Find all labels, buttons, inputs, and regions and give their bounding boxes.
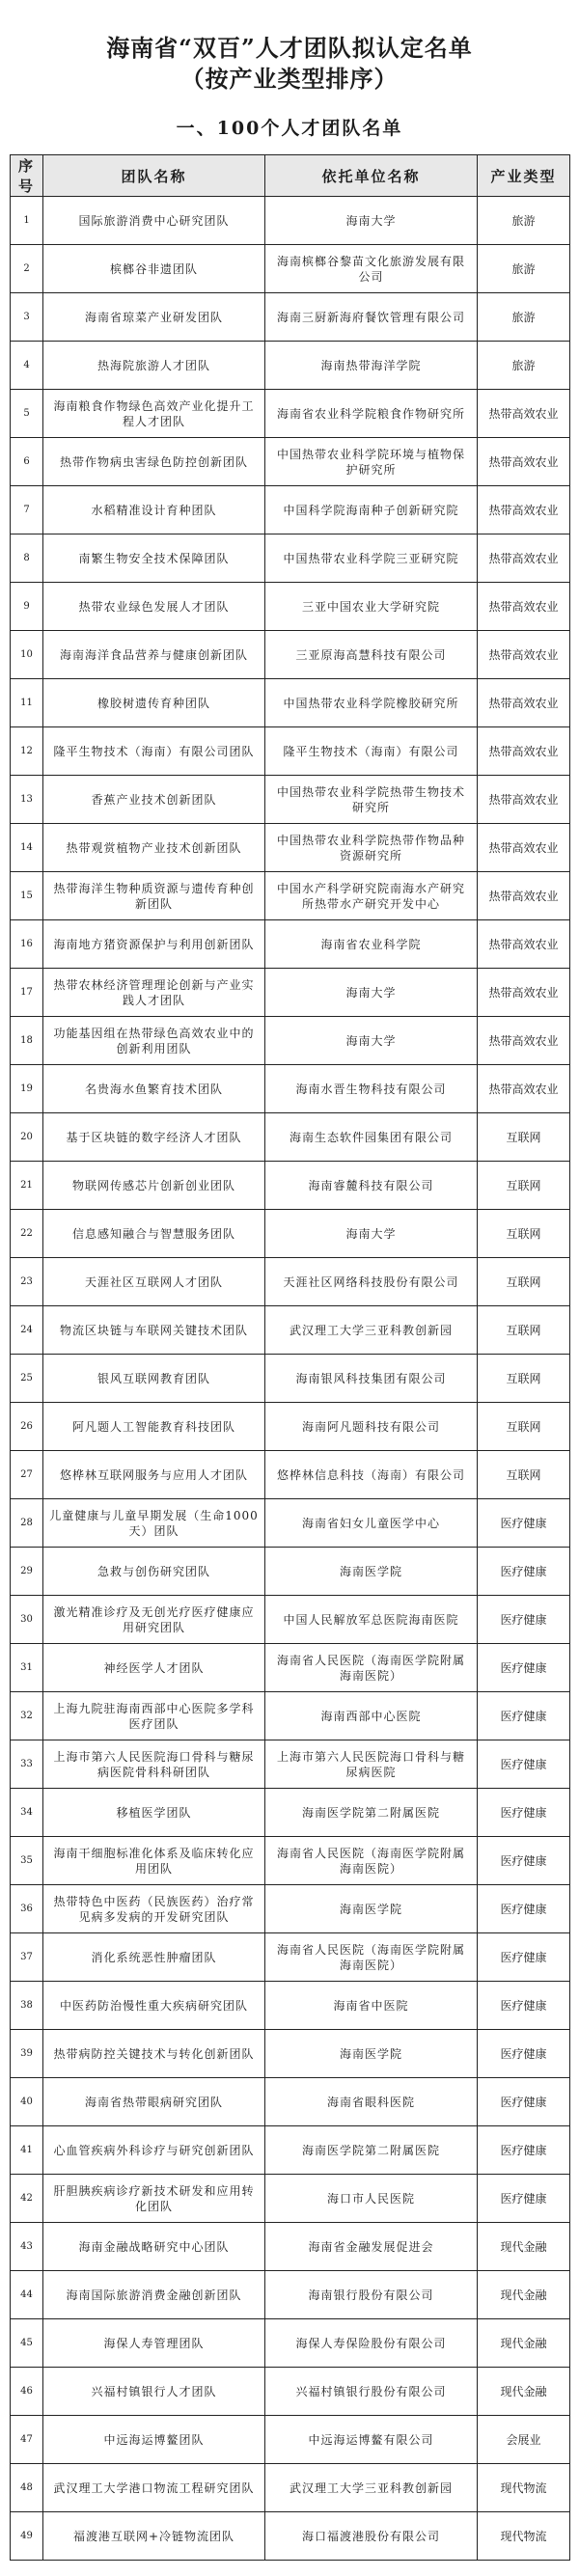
team-name-cell: 海南省琼菜产业研发团队 <box>43 293 265 342</box>
table-row <box>11 920 570 969</box>
host-unit-cell: 海南医学院 <box>265 1548 478 1596</box>
row-number: 31 <box>11 1644 43 1692</box>
table-row <box>11 1113 570 1162</box>
team-name-cell: 热带观赏植物产业技术创新团队 <box>43 824 265 872</box>
row-number: 28 <box>11 1499 43 1548</box>
row-number: 30 <box>11 1596 43 1644</box>
host-unit-cell: 上海市第六人民医院海口骨科与糖尿病医院 <box>265 1740 478 1789</box>
document-subtitle: （按产业类型排序） <box>180 65 399 93</box>
table-row <box>11 2126 570 2175</box>
row-number: 48 <box>11 2464 43 2512</box>
row-number: 39 <box>11 2030 43 2078</box>
host-unit-cell: 海南省金融发展促进会 <box>265 2223 478 2271</box>
row-number: 21 <box>11 1162 43 1210</box>
header-num: 序号 <box>11 155 43 197</box>
table-row <box>11 1162 570 1210</box>
table-row <box>11 1451 570 1499</box>
row-number: 13 <box>11 776 43 824</box>
table-row <box>11 486 570 534</box>
team-name-cell: 银风互联网教育团队 <box>43 1355 265 1403</box>
industry-type-cell: 热带高效农业 <box>478 534 570 583</box>
row-number: 42 <box>11 2175 43 2223</box>
host-unit-cell: 海南槟榔谷黎苗文化旅游发展有限公司 <box>265 245 478 293</box>
talent-team-table <box>10 154 570 2561</box>
table-row <box>11 824 570 872</box>
industry-type-cell: 医疗健康 <box>478 1644 570 1692</box>
row-number: 20 <box>11 1113 43 1162</box>
table-row <box>11 2223 570 2271</box>
table-row <box>11 2416 570 2464</box>
table-row <box>11 583 570 631</box>
table-row <box>11 2030 570 2078</box>
team-name-cell: 热海院旅游人才团队 <box>43 342 265 390</box>
team-name-cell: 热带海洋生物种质资源与遗传育种创新团队 <box>43 872 265 920</box>
table-row <box>11 1210 570 1258</box>
team-name-cell: 海南粮食作物绿色高效产业化提升工程人才团队 <box>43 390 265 438</box>
industry-type-cell: 热带高效农业 <box>478 776 570 824</box>
industry-type-cell: 医疗健康 <box>478 2078 570 2126</box>
industry-type-cell: 热带高效农业 <box>478 920 570 969</box>
row-number: 5 <box>11 390 43 438</box>
team-name-cell: 海南地方猪资源保护与利用创新团队 <box>43 920 265 969</box>
industry-type-cell: 互联网 <box>478 1451 570 1499</box>
table-row <box>11 969 570 1017</box>
host-unit-cell: 武汉理工大学三亚科教创新园 <box>265 2464 478 2512</box>
row-number: 35 <box>11 1837 43 1885</box>
section-title: 一、100个人才团队名单 <box>176 118 403 139</box>
team-name-cell: 槟榔谷非遗团队 <box>43 245 265 293</box>
team-name-cell: 中远海运博鳌团队 <box>43 2416 265 2464</box>
industry-type-cell: 互联网 <box>478 1210 570 1258</box>
team-name-cell: 兴福村镇银行人才团队 <box>43 2368 265 2416</box>
table-row <box>11 1740 570 1789</box>
team-name-cell: 隆平生物技术（海南）有限公司团队 <box>43 727 265 776</box>
team-name-cell: 南繁生物安全技术保障团队 <box>43 534 265 583</box>
row-number: 6 <box>11 438 43 486</box>
table-header <box>11 155 570 197</box>
host-unit-cell: 海南热带海洋学院 <box>265 342 478 390</box>
document-title: 海南省“双百”人才团队拟认定名单 <box>106 34 473 62</box>
row-number: 40 <box>11 2078 43 2126</box>
row-number: 17 <box>11 969 43 1017</box>
table-row <box>11 1644 570 1692</box>
row-number: 12 <box>11 727 43 776</box>
host-unit-cell: 悠桦林信息科技（海南）有限公司 <box>265 1451 478 1499</box>
table-row <box>11 1017 570 1065</box>
industry-type-cell: 会展业 <box>478 2416 570 2464</box>
row-number: 25 <box>11 1355 43 1403</box>
table-row <box>11 390 570 438</box>
table-row <box>11 1355 570 1403</box>
row-number: 49 <box>11 2512 43 2561</box>
table-row <box>11 1065 570 1113</box>
header-team: 团队名称 <box>43 155 265 197</box>
table-row <box>11 245 570 293</box>
industry-type-cell: 互联网 <box>478 1306 570 1355</box>
table-row <box>11 1403 570 1451</box>
row-number: 19 <box>11 1065 43 1113</box>
row-number: 11 <box>11 679 43 727</box>
row-number: 18 <box>11 1017 43 1065</box>
host-unit-cell: 三亚原海高慧科技有限公司 <box>265 631 478 679</box>
row-number: 34 <box>11 1789 43 1837</box>
row-number: 16 <box>11 920 43 969</box>
industry-type-cell: 医疗健康 <box>478 1982 570 2030</box>
table-row <box>11 2175 570 2223</box>
industry-type-cell: 现代金融 <box>478 2319 570 2368</box>
host-unit-cell: 中国水产科学研究院南海水产研究所热带水产研究开发中心 <box>265 872 478 920</box>
table-row <box>11 872 570 920</box>
industry-type-cell: 医疗健康 <box>478 1499 570 1548</box>
team-name-cell: 热带农林经济管理理论创新与产业实践人才团队 <box>43 969 265 1017</box>
table-body <box>11 197 570 2561</box>
team-name-cell: 信息感知融合与智慧服务团队 <box>43 1210 265 1258</box>
team-name-cell: 消化系统恶性肿瘤团队 <box>43 1933 265 1982</box>
table-row <box>11 679 570 727</box>
table-row <box>11 1596 570 1644</box>
team-name-cell: 激光精准诊疗及无创光疗医疗健康应用研究团队 <box>43 1596 265 1644</box>
team-name-cell: 水稻精准设计育种团队 <box>43 486 265 534</box>
host-unit-cell: 海南省人民医院（海南医学院附属海南医院） <box>265 1837 478 1885</box>
host-unit-cell: 三亚中国农业大学研究院 <box>265 583 478 631</box>
team-name-cell: 儿童健康与儿童早期发展（生命1000天）团队 <box>43 1499 265 1548</box>
team-name-cell: 肝胆胰疾病诊疗新技术研发和应用转化团队 <box>43 2175 265 2223</box>
host-unit-cell: 海南大学 <box>265 197 478 245</box>
team-name-cell: 急救与创伤研究团队 <box>43 1548 265 1596</box>
host-unit-cell: 海口福渡港股份有限公司 <box>265 2512 478 2561</box>
team-name-cell: 橡胶树遗传育种团队 <box>43 679 265 727</box>
host-unit-cell: 海南阿凡题科技有限公司 <box>265 1403 478 1451</box>
industry-type-cell: 医疗健康 <box>478 1933 570 1982</box>
row-number: 32 <box>11 1692 43 1740</box>
industry-type-cell: 现代金融 <box>478 2368 570 2416</box>
table-row <box>11 1692 570 1740</box>
host-unit-cell: 海南省人民医院（海南医学院附属海南医院） <box>265 1933 478 1982</box>
table-row <box>11 197 570 245</box>
team-name-cell: 名贵海水鱼繁育技术团队 <box>43 1065 265 1113</box>
row-number: 4 <box>11 342 43 390</box>
row-number: 24 <box>11 1306 43 1355</box>
host-unit-cell: 中国热带农业科学院热带作物品种资源研究所 <box>265 824 478 872</box>
host-unit-cell: 海南医学院 <box>265 1885 478 1933</box>
industry-type-cell: 热带高效农业 <box>478 1017 570 1065</box>
host-unit-cell: 海南三厨新海府餐饮管理有限公司 <box>265 293 478 342</box>
table-row <box>11 631 570 679</box>
table-row <box>11 2271 570 2319</box>
table-row <box>11 1306 570 1355</box>
host-unit-cell: 海南省眼科医院 <box>265 2078 478 2126</box>
industry-type-cell: 旅游 <box>478 245 570 293</box>
industry-type-cell: 旅游 <box>478 342 570 390</box>
industry-type-cell: 热带高效农业 <box>478 631 570 679</box>
row-number: 3 <box>11 293 43 342</box>
table-row <box>11 1789 570 1837</box>
host-unit-cell: 海南省农业科学院粮食作物研究所 <box>265 390 478 438</box>
team-name-cell: 基于区块链的数字经济人才团队 <box>43 1113 265 1162</box>
table-row <box>11 1885 570 1933</box>
team-name-cell: 物联网传感芯片创新创业团队 <box>43 1162 265 1210</box>
table-row <box>11 2319 570 2368</box>
table-row <box>11 2078 570 2126</box>
team-name-cell: 心血管疾病外科诊疗与研究创新团队 <box>43 2126 265 2175</box>
host-unit-cell: 中远海运博鳌有限公司 <box>265 2416 478 2464</box>
row-number: 37 <box>11 1933 43 1982</box>
team-name-cell: 悠桦林互联网服务与应用人才团队 <box>43 1451 265 1499</box>
row-number: 7 <box>11 486 43 534</box>
table-row <box>11 1982 570 2030</box>
host-unit-cell: 海南生态软件园集团有限公司 <box>265 1113 478 1162</box>
row-number: 38 <box>11 1982 43 2030</box>
industry-type-cell: 医疗健康 <box>478 2126 570 2175</box>
team-name-cell: 阿凡题人工智能教育科技团队 <box>43 1403 265 1451</box>
team-name-cell: 神经医学人才团队 <box>43 1644 265 1692</box>
industry-type-cell: 热带高效农业 <box>478 969 570 1017</box>
host-unit-cell: 天涯社区网络科技股份有限公司 <box>265 1258 478 1306</box>
industry-type-cell: 医疗健康 <box>478 1548 570 1596</box>
header-row <box>11 155 570 197</box>
host-unit-cell: 海南睿麓科技有限公司 <box>265 1162 478 1210</box>
team-name-cell: 移植医学团队 <box>43 1789 265 1837</box>
team-name-cell: 热带农业绿色发展人才团队 <box>43 583 265 631</box>
row-number: 41 <box>11 2126 43 2175</box>
host-unit-cell: 海南省农业科学院 <box>265 920 478 969</box>
table-row <box>11 1548 570 1596</box>
industry-type-cell: 热带高效农业 <box>478 390 570 438</box>
team-name-cell: 功能基因组在热带绿色高效农业中的创新利用团队 <box>43 1017 265 1065</box>
row-number: 8 <box>11 534 43 583</box>
host-unit-cell: 隆平生物技术（海南）有限公司 <box>265 727 478 776</box>
team-name-cell: 武汉理工大学港口物流工程研究团队 <box>43 2464 265 2512</box>
row-number: 36 <box>11 1885 43 1933</box>
industry-type-cell: 热带高效农业 <box>478 438 570 486</box>
header-industry: 产业类型 <box>478 155 570 197</box>
industry-type-cell: 热带高效农业 <box>478 679 570 727</box>
industry-type-cell: 医疗健康 <box>478 1596 570 1644</box>
row-number: 27 <box>11 1451 43 1499</box>
industry-type-cell: 医疗健康 <box>478 1885 570 1933</box>
row-number: 46 <box>11 2368 43 2416</box>
table-row <box>11 1258 570 1306</box>
host-unit-cell: 海南水晋生物科技有限公司 <box>265 1065 478 1113</box>
industry-type-cell: 热带高效农业 <box>478 727 570 776</box>
host-unit-cell: 海南医学院 <box>265 2030 478 2078</box>
row-number: 44 <box>11 2271 43 2319</box>
table-row <box>11 1933 570 1982</box>
industry-type-cell: 互联网 <box>478 1258 570 1306</box>
team-name-cell: 海保人寿管理团队 <box>43 2319 265 2368</box>
host-unit-cell: 海南大学 <box>265 1017 478 1065</box>
team-name-cell: 热带作物病虫害绿色防控创新团队 <box>43 438 265 486</box>
table-row <box>11 776 570 824</box>
row-number: 26 <box>11 1403 43 1451</box>
row-number: 14 <box>11 824 43 872</box>
host-unit-cell: 中国热带农业科学院环境与植物保护研究所 <box>265 438 478 486</box>
table-row <box>11 1499 570 1548</box>
team-name-cell: 海南海洋食品营养与健康创新团队 <box>43 631 265 679</box>
table-row <box>11 293 570 342</box>
row-number: 1 <box>11 197 43 245</box>
host-unit-cell: 海南西部中心医院 <box>265 1692 478 1740</box>
team-name-cell: 香蕉产业技术创新团队 <box>43 776 265 824</box>
row-number: 29 <box>11 1548 43 1596</box>
host-unit-cell: 海保人寿保险股份有限公司 <box>265 2319 478 2368</box>
host-unit-cell: 中国人民解放军总医院海南医院 <box>265 1596 478 1644</box>
row-number: 2 <box>11 245 43 293</box>
industry-type-cell: 医疗健康 <box>478 1837 570 1885</box>
team-name-cell: 海南金融战略研究中心团队 <box>43 2223 265 2271</box>
host-unit-cell: 兴福村镇银行股份有限公司 <box>265 2368 478 2416</box>
industry-type-cell: 热带高效农业 <box>478 1065 570 1113</box>
team-name-cell: 海南省热带眼病研究团队 <box>43 2078 265 2126</box>
team-name-cell: 国际旅游消费中心研究团队 <box>43 197 265 245</box>
table-row <box>11 727 570 776</box>
industry-type-cell: 热带高效农业 <box>478 872 570 920</box>
host-unit-cell: 中国热带农业科学院三亚研究院 <box>265 534 478 583</box>
host-unit-cell: 海南银风科技集团有限公司 <box>265 1355 478 1403</box>
industry-type-cell: 现代金融 <box>478 2223 570 2271</box>
row-number: 33 <box>11 1740 43 1789</box>
host-unit-cell: 中国热带农业科学院热带生物技术研究所 <box>265 776 478 824</box>
industry-type-cell: 现代金融 <box>478 2271 570 2319</box>
host-unit-cell: 海南省中医院 <box>265 1982 478 2030</box>
row-number: 43 <box>11 2223 43 2271</box>
industry-type-cell: 互联网 <box>478 1113 570 1162</box>
table-row <box>11 438 570 486</box>
row-number: 9 <box>11 583 43 631</box>
host-unit-cell: 海南大学 <box>265 969 478 1017</box>
host-unit-cell: 海南省妇女儿童医学中心 <box>265 1499 478 1548</box>
row-number: 45 <box>11 2319 43 2368</box>
industry-type-cell: 互联网 <box>478 1162 570 1210</box>
host-unit-cell: 海口市人民医院 <box>265 2175 478 2223</box>
team-name-cell: 热带病防控关键技术与转化创新团队 <box>43 2030 265 2078</box>
table-row <box>11 342 570 390</box>
row-number: 47 <box>11 2416 43 2464</box>
host-unit-cell: 海南医学院第二附属医院 <box>265 1789 478 1837</box>
table-row <box>11 2368 570 2416</box>
host-unit-cell: 海南大学 <box>265 1210 478 1258</box>
host-unit-cell: 海南省人民医院（海南医学院附属海南医院） <box>265 1644 478 1692</box>
industry-type-cell: 医疗健康 <box>478 1692 570 1740</box>
table-row <box>11 1837 570 1885</box>
industry-type-cell: 旅游 <box>478 197 570 245</box>
industry-type-cell: 热带高效农业 <box>478 583 570 631</box>
team-name-cell: 福渡港互联网+冷链物流团队 <box>43 2512 265 2561</box>
team-name-cell: 热带特色中医药（民族医药）治疗常见病多发病的开发研究团队 <box>43 1885 265 1933</box>
row-number: 22 <box>11 1210 43 1258</box>
industry-type-cell: 旅游 <box>478 293 570 342</box>
industry-type-cell: 医疗健康 <box>478 2030 570 2078</box>
host-unit-cell: 海南银行股份有限公司 <box>265 2271 478 2319</box>
host-unit-cell: 中国科学院海南种子创新研究院 <box>265 486 478 534</box>
industry-type-cell: 医疗健康 <box>478 1789 570 1837</box>
row-number: 15 <box>11 872 43 920</box>
industry-type-cell: 热带高效农业 <box>478 486 570 534</box>
team-name-cell: 物流区块链与车联网关键技术团队 <box>43 1306 265 1355</box>
header-unit: 依托单位名称 <box>265 155 478 197</box>
row-number: 23 <box>11 1258 43 1306</box>
team-name-cell: 海南国际旅游消费金融创新团队 <box>43 2271 265 2319</box>
host-unit-cell: 武汉理工大学三亚科教创新园 <box>265 1306 478 1355</box>
team-name-cell: 海南干细胞标准化体系及临床转化应用团队 <box>43 1837 265 1885</box>
industry-type-cell: 互联网 <box>478 1403 570 1451</box>
team-name-cell: 中医药防治慢性重大疾病研究团队 <box>43 1982 265 2030</box>
industry-type-cell: 热带高效农业 <box>478 824 570 872</box>
table-row <box>11 2464 570 2512</box>
industry-type-cell: 互联网 <box>478 1355 570 1403</box>
industry-type-cell: 现代物流 <box>478 2512 570 2561</box>
industry-type-cell: 医疗健康 <box>478 2175 570 2223</box>
table-row <box>11 2512 570 2561</box>
industry-type-cell: 现代物流 <box>478 2464 570 2512</box>
team-name-cell: 上海市第六人民医院海口骨科与糖尿病医院骨科科研团队 <box>43 1740 265 1789</box>
host-unit-cell: 中国热带农业科学院橡胶研究所 <box>265 679 478 727</box>
industry-type-cell: 医疗健康 <box>478 1740 570 1789</box>
table-row <box>11 534 570 583</box>
team-name-cell: 上海九院驻海南西部中心医院多学科医疗团队 <box>43 1692 265 1740</box>
host-unit-cell: 海南医学院第二附属医院 <box>265 2126 478 2175</box>
team-name-cell: 天涯社区互联网人才团队 <box>43 1258 265 1306</box>
row-number: 10 <box>11 631 43 679</box>
